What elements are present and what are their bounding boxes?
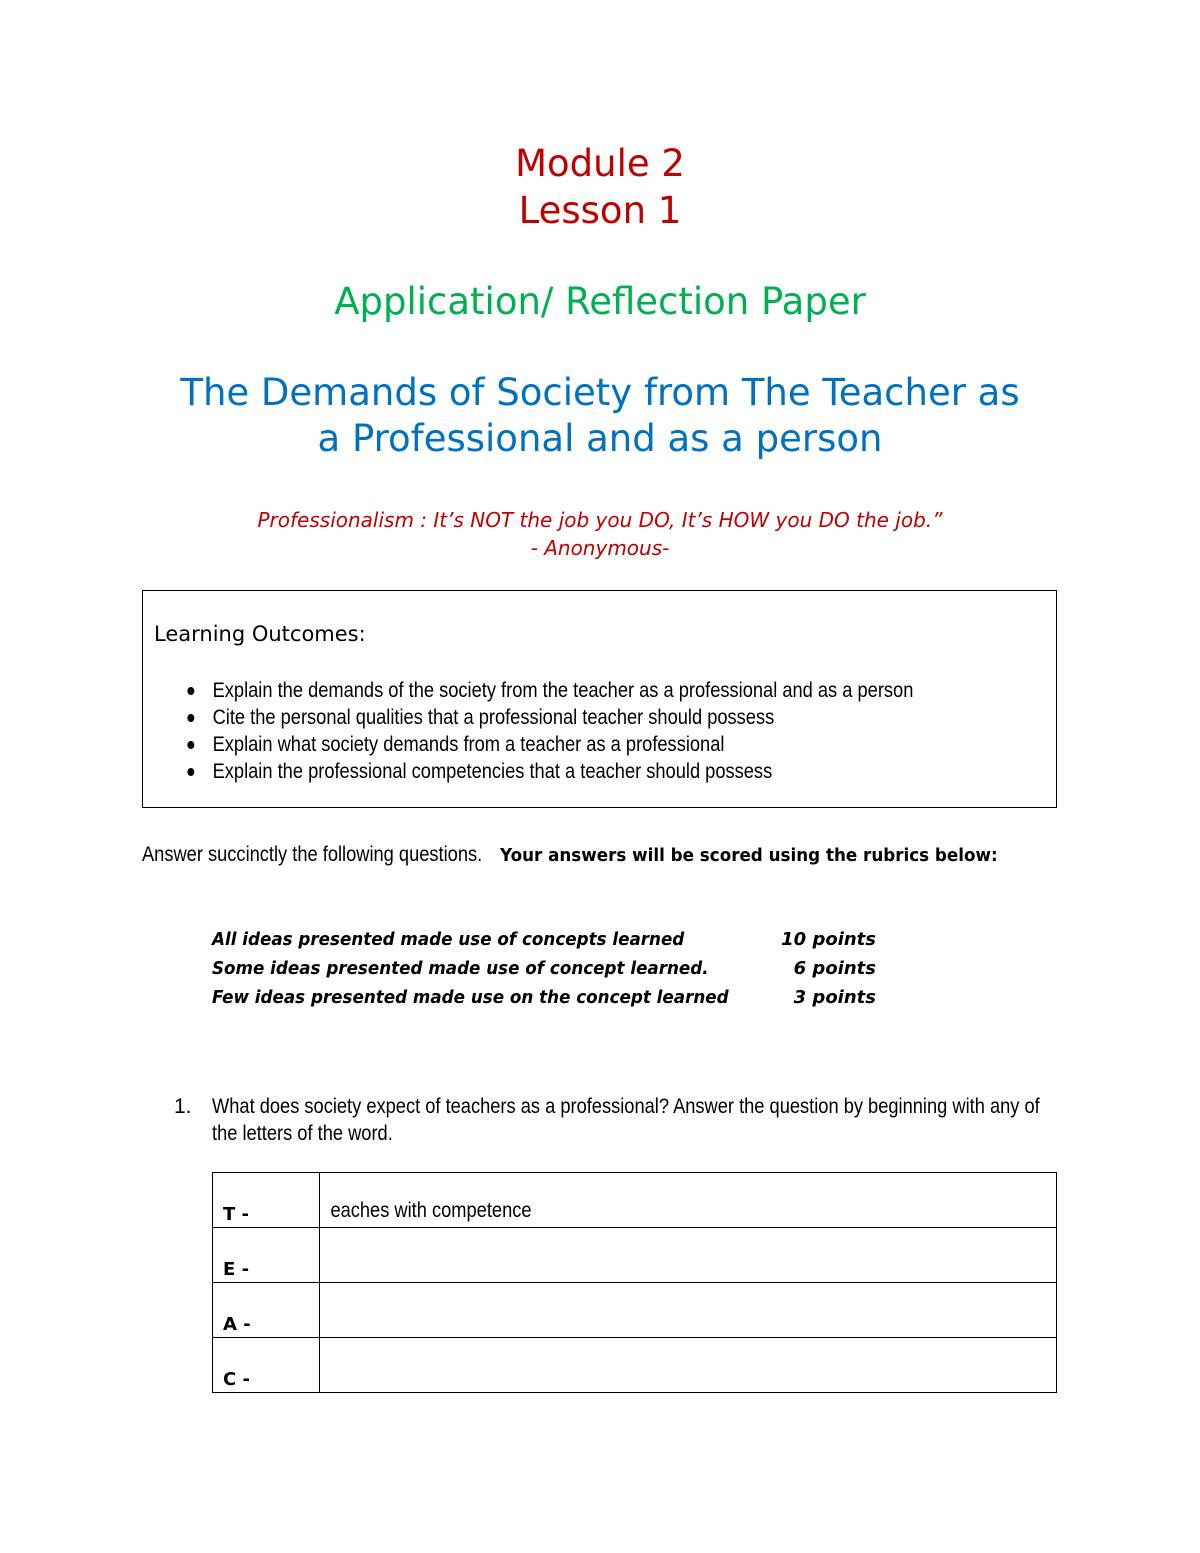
answer-cell[interactable] (320, 1228, 1057, 1283)
answer-cell[interactable] (320, 1338, 1057, 1393)
table-row (213, 1173, 1057, 1228)
rubric-row (212, 925, 912, 954)
instructions-rubric-note: Your answers will be scored using the rubrics below: (499, 845, 998, 866)
learning-outcome-item: Explain the professional competencies that a teacher should possess (143, 758, 913, 785)
answer-cell[interactable]: eaches with competence (320, 1173, 1057, 1228)
table-row (213, 1338, 1057, 1393)
bullet-icon (187, 714, 194, 722)
learning-outcomes-box (142, 590, 1057, 808)
learning-outcome-item: Explain the demands of the society from the teacher as a professional and as a person (143, 677, 913, 704)
module-label: Module 2 (515, 142, 685, 185)
scoring-rubric (212, 925, 912, 1012)
learning-outcome-item: Explain what society demands from a teacher as a professional (143, 731, 913, 758)
letter-cell: A - (213, 1283, 320, 1338)
table-row (213, 1228, 1057, 1283)
lesson-label: Lesson 1 (518, 189, 682, 232)
quote-text: Professionalism : It’s NOT the job you DO, It’s HOW you DO the job.” (257, 508, 943, 532)
letter-cell: E - (213, 1228, 320, 1283)
rubric-row (212, 983, 912, 1012)
answer-cell[interactable] (320, 1283, 1057, 1338)
document-title (0, 370, 1200, 462)
rubric-criterion: All ideas presented made use of concepts learned (212, 929, 685, 950)
rubric-points: 3 points (793, 987, 876, 1008)
learning-outcomes-list (143, 677, 1028, 785)
teac-answer-table (212, 1172, 1057, 1393)
question-text: What does society expect of teachers as a professional? Answer the question by beginning with any of the letters of the word. (212, 1095, 1040, 1145)
rubric-criterion: Some ideas presented made use of concept learned. (212, 958, 709, 979)
bullet-icon (187, 687, 194, 695)
paper-type-heading: Application/ Reflection Paper (334, 280, 866, 323)
rubric-row (212, 954, 912, 983)
quote-author: - Anonymous- (530, 536, 670, 560)
title-line-1: The Demands of Society from The Teacher as (180, 371, 1020, 414)
question-number: 1. (174, 1095, 192, 1118)
quote-block (0, 506, 1200, 562)
rubric-criterion: Few ideas presented made use on the concept learned (212, 987, 729, 1008)
title-line-2: a Professional and as a person (317, 417, 883, 460)
rubric-points: 6 points (793, 958, 876, 979)
table-row (213, 1283, 1057, 1338)
bullet-icon (187, 741, 194, 749)
letter-cell: C - (213, 1338, 320, 1393)
instructions-text: Answer succinctly the following questions. (142, 843, 483, 866)
learning-outcome-item: Cite the personal qualities that a professional teacher should possess (143, 704, 913, 731)
rubric-points: 10 points (781, 929, 876, 950)
letter-cell: T - (213, 1173, 320, 1228)
bullet-icon (187, 768, 194, 776)
module-lesson-heading (0, 140, 1200, 234)
instructions (142, 840, 1035, 870)
learning-outcomes-heading: Learning Outcomes: (154, 622, 366, 646)
